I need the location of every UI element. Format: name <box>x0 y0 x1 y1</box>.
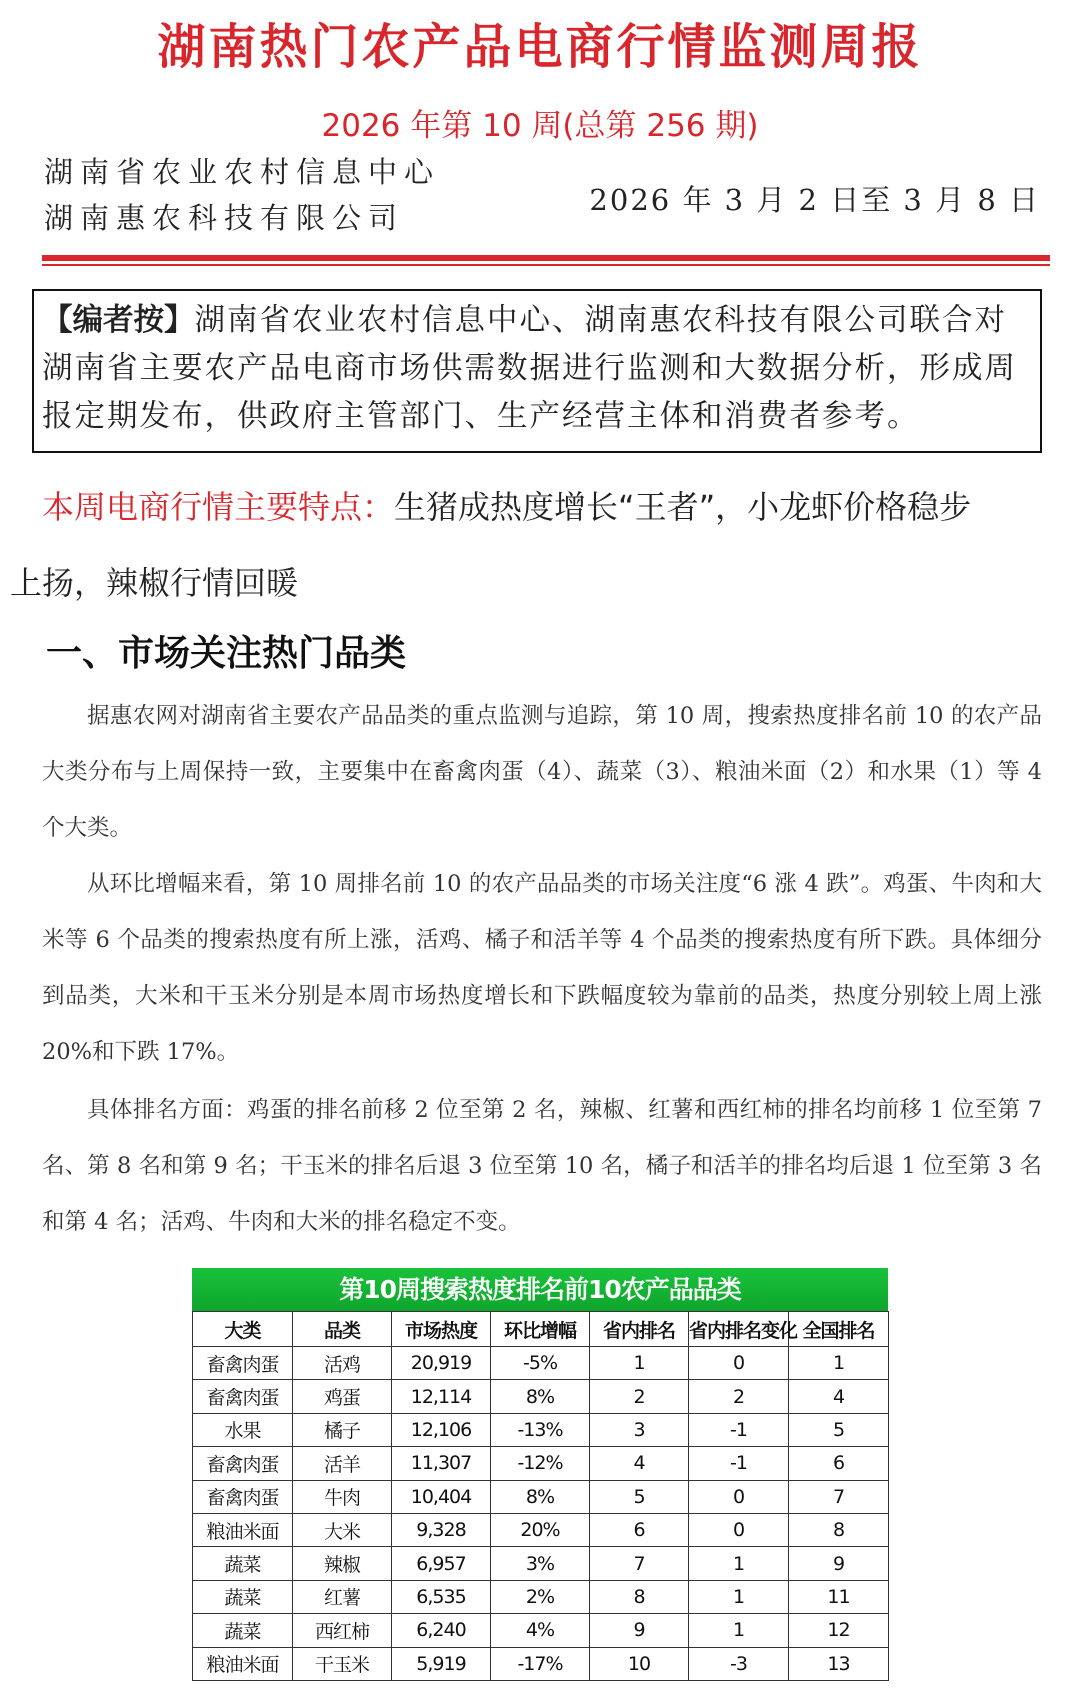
table-cell: 1 <box>789 1347 889 1380</box>
publisher-1: 湖南省农业农村信息中心 <box>44 155 441 189</box>
table-cell: 粮油米面 <box>193 1513 293 1546</box>
table-cell: 20,919 <box>392 1347 491 1380</box>
editor-note-box <box>32 289 1042 453</box>
table-cell: 干玉米 <box>293 1647 392 1680</box>
column-header: 大类 <box>193 1312 293 1347</box>
column-header: 环比增幅 <box>491 1312 590 1347</box>
table-row <box>193 1513 889 1546</box>
editor-note-label: 【编者按】 <box>42 303 195 338</box>
table-cell: 蔬菜 <box>193 1547 293 1580</box>
table-cell: 畜禽肉蛋 <box>193 1447 293 1480</box>
table-cell: 1 <box>590 1347 689 1380</box>
table-cell: 5 <box>590 1480 689 1513</box>
header-divider <box>42 255 1050 261</box>
table-cell: 1 <box>689 1580 789 1613</box>
table-cell: 7 <box>789 1480 889 1513</box>
table-title: 第10周搜索热度排名前10农产品品类 <box>192 1268 888 1311</box>
table-cell: 13 <box>789 1647 889 1680</box>
table-cell: 1 <box>689 1547 789 1580</box>
table-cell: 10,404 <box>392 1480 491 1513</box>
table-cell: 3 <box>590 1413 689 1446</box>
table-cell: -13% <box>491 1413 590 1446</box>
table-cell: -5% <box>491 1347 590 1380</box>
table-cell: 8% <box>491 1380 590 1413</box>
ranking-table-grid <box>192 1311 889 1681</box>
features-text-2: 上扬，辣椒行情回暖 <box>10 564 299 602</box>
table-cell: 12 <box>789 1614 889 1647</box>
table-cell: 蔬菜 <box>193 1614 293 1647</box>
table-row <box>193 1347 889 1380</box>
table-cell: 1 <box>689 1614 789 1647</box>
table-cell: 西红柿 <box>293 1614 392 1647</box>
table-cell: 8 <box>789 1513 889 1546</box>
table-cell: 活羊 <box>293 1447 392 1480</box>
table-row <box>193 1447 889 1480</box>
table-row <box>193 1647 889 1680</box>
table-cell: 4 <box>590 1447 689 1480</box>
column-header: 省内排名变化 <box>689 1312 789 1347</box>
paragraph-text: 从环比增幅来看，第 10 周排名前 10 的农产品品类的市场关注度“6 涨 4 跌”。鸡蛋、牛肉和大米等 6 个品类的搜索热度有所上涨，活鸡、橘子和活羊等 4 个品类的搜索热度有所下跌。具体细分到品类，大米和干玉米分别是本周市场热度增长和下跌幅度较为靠前的品类，热度分别较上周上涨 20%和下跌 17%。 <box>42 871 1042 1065</box>
column-header: 市场热度 <box>392 1312 491 1347</box>
table-cell: 5,919 <box>392 1647 491 1680</box>
table-cell: -12% <box>491 1447 590 1480</box>
report-title: 湖南热门农产品电商行情监测周报 <box>157 19 923 75</box>
table-cell: 大米 <box>293 1513 392 1546</box>
table-cell: 牛肉 <box>293 1480 392 1513</box>
table-cell: 2 <box>590 1380 689 1413</box>
table-cell: 9 <box>590 1614 689 1647</box>
table-cell: 0 <box>689 1347 789 1380</box>
table-cell: 8% <box>491 1480 590 1513</box>
table-cell: 蔬菜 <box>193 1580 293 1613</box>
date-range: 2026 年 3 月 2 日至 3 月 8 日 <box>589 183 1040 217</box>
table-cell: -3 <box>689 1647 789 1680</box>
header-divider-thin <box>42 264 1050 266</box>
features-text-1: 生猪成热度增长“王者”，小龙虾价格稳步 <box>394 488 972 526</box>
table-cell: 活鸡 <box>293 1347 392 1380</box>
column-header: 省内排名 <box>590 1312 689 1347</box>
table-cell: 0 <box>689 1513 789 1546</box>
issue-number: 2026 年第 10 周(总第 256 期) <box>321 108 759 144</box>
section-heading: 一、市场关注热门品类 <box>46 633 407 674</box>
table-cell: 水果 <box>193 1413 293 1446</box>
table-row <box>193 1413 889 1446</box>
table-cell: 11,307 <box>392 1447 491 1480</box>
table-cell: 20% <box>491 1513 590 1546</box>
table-cell: 12,106 <box>392 1413 491 1446</box>
table-cell: 10 <box>590 1647 689 1680</box>
table-cell: 3% <box>491 1547 590 1580</box>
table-cell: 4 <box>789 1380 889 1413</box>
features-line-1 <box>42 482 971 528</box>
table-cell: 6,535 <box>392 1580 491 1613</box>
features-label: 本周电商行情主要特点： <box>42 488 395 526</box>
table-cell: 橘子 <box>293 1413 392 1446</box>
table-cell: 辣椒 <box>293 1547 392 1580</box>
table-cell: 9,328 <box>392 1513 491 1546</box>
table-cell: 7 <box>590 1547 689 1580</box>
paragraph-text: 具体排名方面：鸡蛋的排名前移 2 位至第 2 名，辣椒、红薯和西红柿的排名均前移 1 位至第 7 名、第 8 名和第 9 名；干玉米的排名后退 3 位至第 10 名，橘子和活羊的排名均后退 1 位至第 3 名和第 4 名；活鸡、牛肉和大米的排名稳定不变。 <box>42 1097 1042 1235</box>
table-cell: 鸡蛋 <box>293 1380 392 1413</box>
table-cell: 红薯 <box>293 1580 392 1613</box>
table-cell: 畜禽肉蛋 <box>193 1347 293 1380</box>
table-cell: 0 <box>689 1480 789 1513</box>
paragraph-1 <box>42 688 1042 856</box>
table-header-row <box>193 1312 889 1347</box>
table-body <box>193 1347 889 1681</box>
table-cell: 4% <box>491 1614 590 1647</box>
table-cell: 2 <box>689 1380 789 1413</box>
publisher-2: 湖南惠农科技有限公司 <box>44 201 405 235</box>
table-cell: 11 <box>789 1580 889 1613</box>
table-cell: -1 <box>689 1413 789 1446</box>
column-header: 全国排名 <box>789 1312 889 1347</box>
table-cell: 畜禽肉蛋 <box>193 1480 293 1513</box>
table-cell: 6 <box>789 1447 889 1480</box>
table-cell: 6,957 <box>392 1547 491 1580</box>
paragraph-text: 据惠农网对湖南省主要农产品品类的重点监测与追踪，第 10 周，搜索热度排名前 10 的农产品大类分布与上周保持一致，主要集中在畜禽肉蛋（4）、蔬菜（3）、粮油米面（2）和水果（1）等 4 个大类。 <box>42 703 1042 841</box>
table-cell: 6,240 <box>392 1614 491 1647</box>
table-row <box>193 1580 889 1613</box>
column-header: 品类 <box>293 1312 392 1347</box>
table-cell: 12,114 <box>392 1380 491 1413</box>
table-cell: 6 <box>590 1513 689 1546</box>
table-row <box>193 1547 889 1580</box>
table-cell: 9 <box>789 1547 889 1580</box>
ranking-table <box>192 1268 888 1681</box>
table-row <box>193 1480 889 1513</box>
table-cell: 粮油米面 <box>193 1647 293 1680</box>
table-cell: -1 <box>689 1447 789 1480</box>
table-cell: 畜禽肉蛋 <box>193 1380 293 1413</box>
table-cell: 5 <box>789 1413 889 1446</box>
table-cell: 2% <box>491 1580 590 1613</box>
paragraph-3 <box>42 1082 1042 1250</box>
table-cell: 8 <box>590 1580 689 1613</box>
editor-note-text: 湖南省农业农村信息中心、湖南惠农科技有限公司联合对湖南省主要农产品电商市场供需数据进行监测和大数据分析，形成周报定期发布，供政府主管部门、生产经营主体和消费者参考。 <box>42 303 1017 434</box>
table-row <box>193 1380 889 1413</box>
table-cell: -17% <box>491 1647 590 1680</box>
features-line-2 <box>10 558 298 604</box>
table-row <box>193 1614 889 1647</box>
paragraph-2 <box>42 856 1042 1080</box>
